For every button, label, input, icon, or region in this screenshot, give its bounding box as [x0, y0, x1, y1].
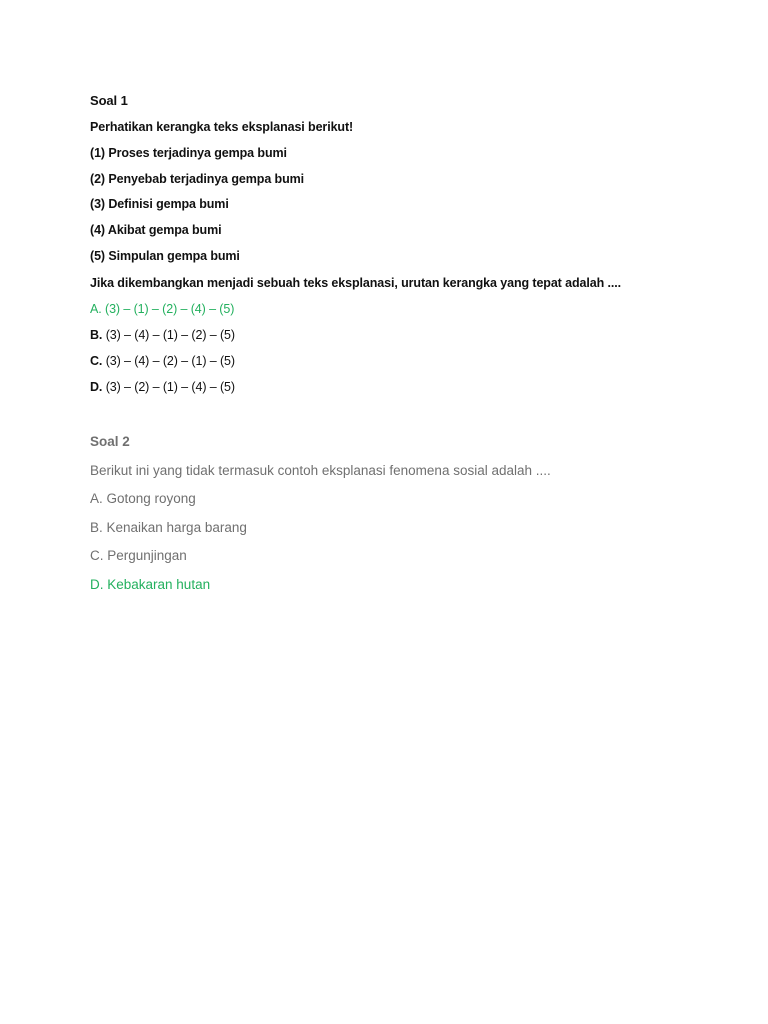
option-text: (3) – (4) – (1) – (2) – (5) — [105, 328, 235, 342]
soal-2-question: Berikut ini yang tidak termasuk contoh eksplanasi fenomena sosial adalah .... — [90, 463, 551, 478]
soal-1-option-c — [90, 354, 235, 368]
soal-1-option-a — [90, 302, 234, 316]
soal-1-item-4: (4) Akibat gempa bumi — [90, 223, 222, 237]
soal-1-title: Soal 1 — [90, 93, 128, 108]
option-letter: A. — [90, 302, 102, 316]
option-text: (3) – (1) – (2) – (4) – (5) — [105, 302, 235, 316]
option-letter: B. — [90, 328, 103, 342]
option-text: (3) – (2) – (1) – (4) – (5) — [105, 380, 235, 394]
soal-1-option-b — [90, 328, 235, 342]
soal-1-option-d — [90, 380, 235, 394]
soal-1-item-1: (1) Proses terjadinya gempa bumi — [90, 146, 287, 160]
soal-2-option-a: A. Gotong royong — [90, 491, 196, 506]
soal-1-item-5: (5) Simpulan gempa bumi — [90, 249, 240, 263]
option-text: (3) – (4) – (2) – (1) – (5) — [105, 354, 235, 368]
soal-1-item-2: (2) Penyebab terjadinya gempa bumi — [90, 172, 305, 186]
soal-1-question: Jika dikembangkan menjadi sebuah teks eksplanasi, urutan kerangka yang tepat adalah .... — [90, 276, 621, 290]
soal-1-item-3: (3) Definisi gempa bumi — [90, 197, 229, 211]
soal-1-prompt: Perhatikan kerangka teks eksplanasi berikut! — [90, 120, 354, 134]
soal-2-option-b: B. Kenaikan harga barang — [90, 520, 247, 535]
option-letter: D. — [90, 380, 103, 394]
soal-2-title: Soal 2 — [90, 434, 130, 449]
soal-2-option-d: D. Kebakaran hutan — [90, 577, 211, 592]
option-letter: C. — [90, 354, 103, 368]
soal-2-option-c: C. Pergunjingan — [90, 548, 187, 563]
